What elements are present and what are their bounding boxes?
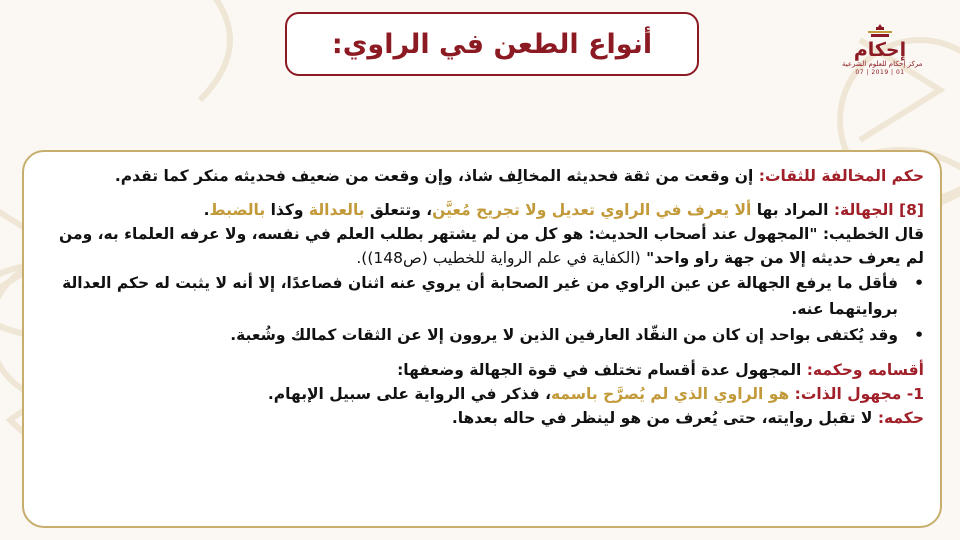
- page-title: أنواع الطعن في الراوي:: [331, 28, 653, 60]
- label-jahala: [8] الجهالة:: [833, 201, 924, 219]
- paragraph-majhul-dhat: [42, 382, 924, 406]
- highlight-adala: بالعدالة: [308, 201, 365, 219]
- logo-emblem-icon: [865, 24, 895, 38]
- text-contradiction: إن وقعت من ثقة فحديثه المخالِف شاذ، وإن وقعت من ضعيف فحديثه منكر كما تقدم.: [114, 167, 759, 185]
- label-divisions: أقسامه وحكمه:: [806, 361, 924, 379]
- text-ruling: لا تقبل روايته، حتى يُعرف من هو لينظر في حاله بعدها.: [451, 409, 878, 427]
- title-box: [285, 12, 699, 76]
- reference-kifaya: (الكفاية في علم الرواية للخطيب (ص148)).: [356, 249, 641, 267]
- list-item: • وقد يُكتفى بواحد إن كان من النقّاد العارفين الذين لا يروون إلا عن الثقات كمالك وشُعبة.: [42, 322, 906, 348]
- paragraph-contradiction-ruling: [42, 164, 924, 188]
- highlight-definition: ألا يعرف في الراوي تعديل ولا تجريح مُعيَّن: [432, 201, 752, 219]
- paragraph-khatib-quote: [42, 222, 924, 270]
- label-ruling: حكمه:: [877, 409, 924, 427]
- logo-wordmark: إحكام: [853, 39, 907, 61]
- logo-number: 07 | 2019 | 01: [855, 69, 905, 76]
- highlight-majhul-dhat: هو الراوي الذي لم يُصرَّح باسمه: [551, 385, 795, 403]
- text-jahala-3: وكذا: [265, 201, 309, 219]
- text-jahala-2: ، وتتعلق: [364, 201, 433, 219]
- paragraph-jahala: [42, 198, 924, 222]
- paragraph-divisions: [42, 358, 924, 382]
- text-divisions: المجهول عدة أقسام تختلف في قوة الجهالة وضعفها:: [397, 361, 807, 379]
- content-box: [22, 150, 942, 528]
- bullet-list: [42, 270, 924, 348]
- label-majhul-dhat: 1- مجهول الذات:: [794, 385, 924, 403]
- text-khatib-quote: قال الخطيب: "المجهول عند أصحاب الحديث: هو كل من لم يشتهر بطلب العلم في نفسه، ولا عرفه العلماء به، ومن لم يعرف حديثه إلا من جهة راو واحد": [59, 225, 924, 267]
- text-jahala-4: .: [203, 201, 210, 219]
- paragraph-ruling: [42, 406, 924, 430]
- label-contradiction: حكم المخالفة للثقات:: [758, 167, 924, 185]
- text-jahala-1: المراد بها: [751, 201, 834, 219]
- text-majhul-dhat: ، فذكر في الرواية على سبيل الإبهام.: [267, 385, 551, 403]
- logo-subtitle: مركز إحكام للعلوم الشرعية: [842, 60, 923, 68]
- logo: [842, 24, 923, 94]
- list-item: • فأقل ما يرفع الجهالة عن عين الراوي من غير الصحابة أن يروي عنه اثنان فصاعدًا، إلا أنه لا يثبت له حكم العدالة بروايتهما عنه.: [42, 270, 906, 322]
- highlight-dabt: بالضبط: [209, 201, 266, 219]
